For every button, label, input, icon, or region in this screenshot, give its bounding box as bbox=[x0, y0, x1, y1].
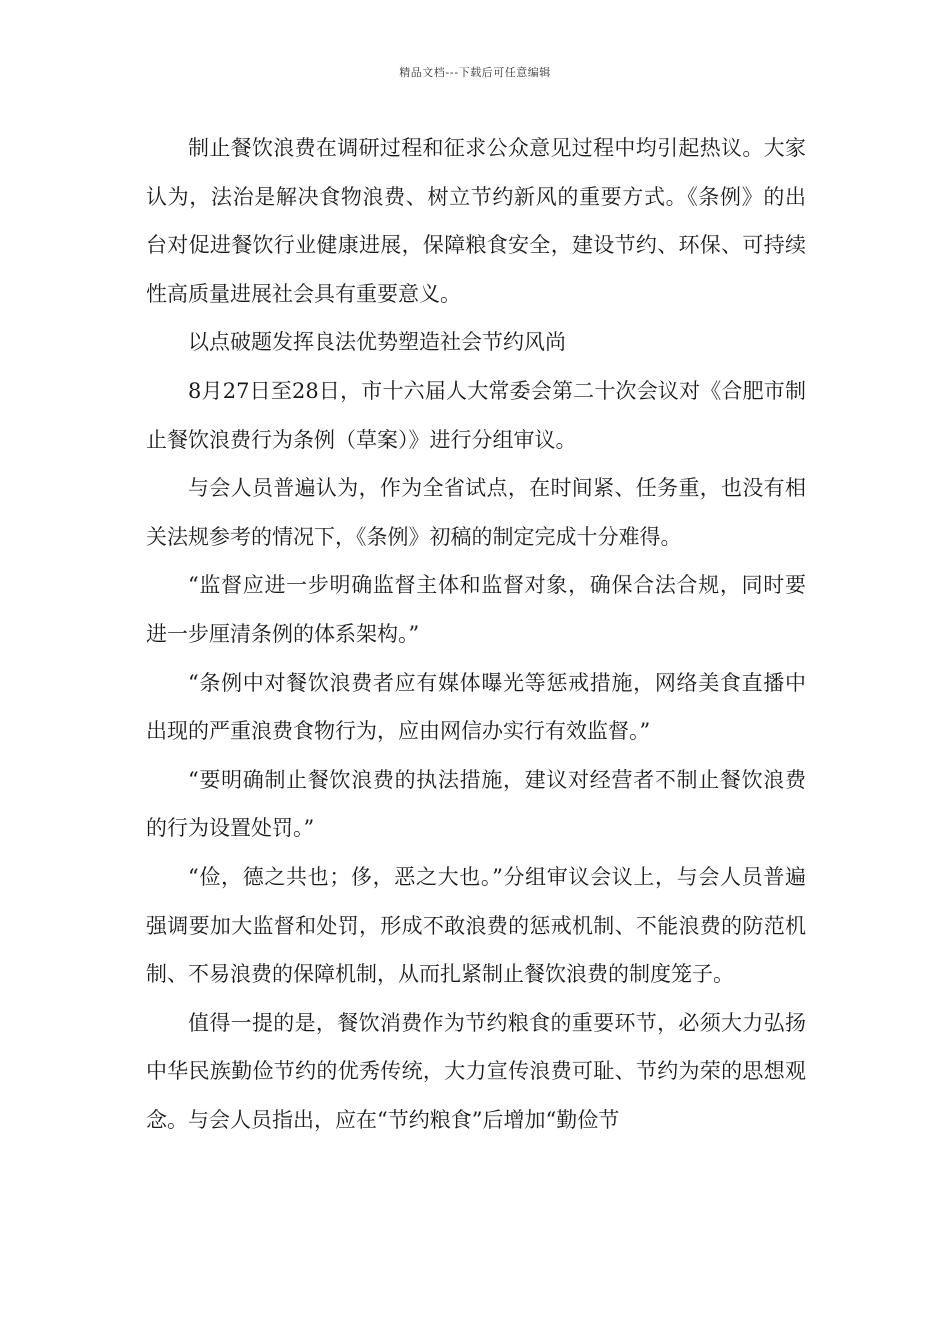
section-heading: 以点破题发挥良法优势塑造社会节约风尚 bbox=[188, 330, 566, 355]
paragraph: 制止餐饮浪费在调研过程和征求公众意见过程中均引起热议。大家认为，法治是解决食物浪费、树立节约新风的重要方式。《条例》的出台对促进餐饮行业健康进展，保障粮食安全，建设节约、环保、可持续性高质量进展社会具有重要意义。 bbox=[146, 136, 806, 306]
page-header: 精品文档---下载后可任意编辑 bbox=[399, 66, 551, 79]
paragraph: 值得一提的是，餐饮消费作为节约粮食的重要环节，必须大力弘扬中华民族勤俭节约的优秀传统，大力宣传浪费可耻、节约为荣的思想观念。与会人员指出，应在“节约粮食”后增加“勤俭节 bbox=[146, 1010, 806, 1132]
quote-paragraph: “监督应进一步明确监督主体和监督对象，确保合法合规，同时要进一步厘清条例的体系架构。” bbox=[146, 573, 806, 646]
paragraph: 8月27日至28日，市十六届人大常委会第二十次会议对《合肥市制止餐饮浪费行为条例（草案）》进行分组审议。 bbox=[146, 378, 806, 452]
quote-paragraph: “要明确制止餐饮浪费的执法措施，建议对经营者不制止餐饮浪费的行为设置处罚。” bbox=[146, 767, 806, 841]
paragraph: “俭，德之共也；侈，恶之大也。”分组审议会议上，与会人员普遍强调要加大监督和处罚，形成不敢浪费的惩戒机制、不能浪费的防范机制、不易浪费的保障机制，从而扎紧制止餐饮浪费的制度笼子。 bbox=[146, 864, 806, 987]
paragraph: 与会人员普遍认为，作为全省试点，在时间紧、任务重，也没有相关法规参考的情况下，《条例》初稿的制定完成十分难得。 bbox=[146, 476, 806, 549]
document-body bbox=[146, 124, 806, 1144]
quote-paragraph: “条例中对餐饮浪费者应有媒体曝光等惩戒措施，网络美食直播中出现的严重浪费食物行为，应由网信办实行有效监督。” bbox=[146, 670, 806, 744]
